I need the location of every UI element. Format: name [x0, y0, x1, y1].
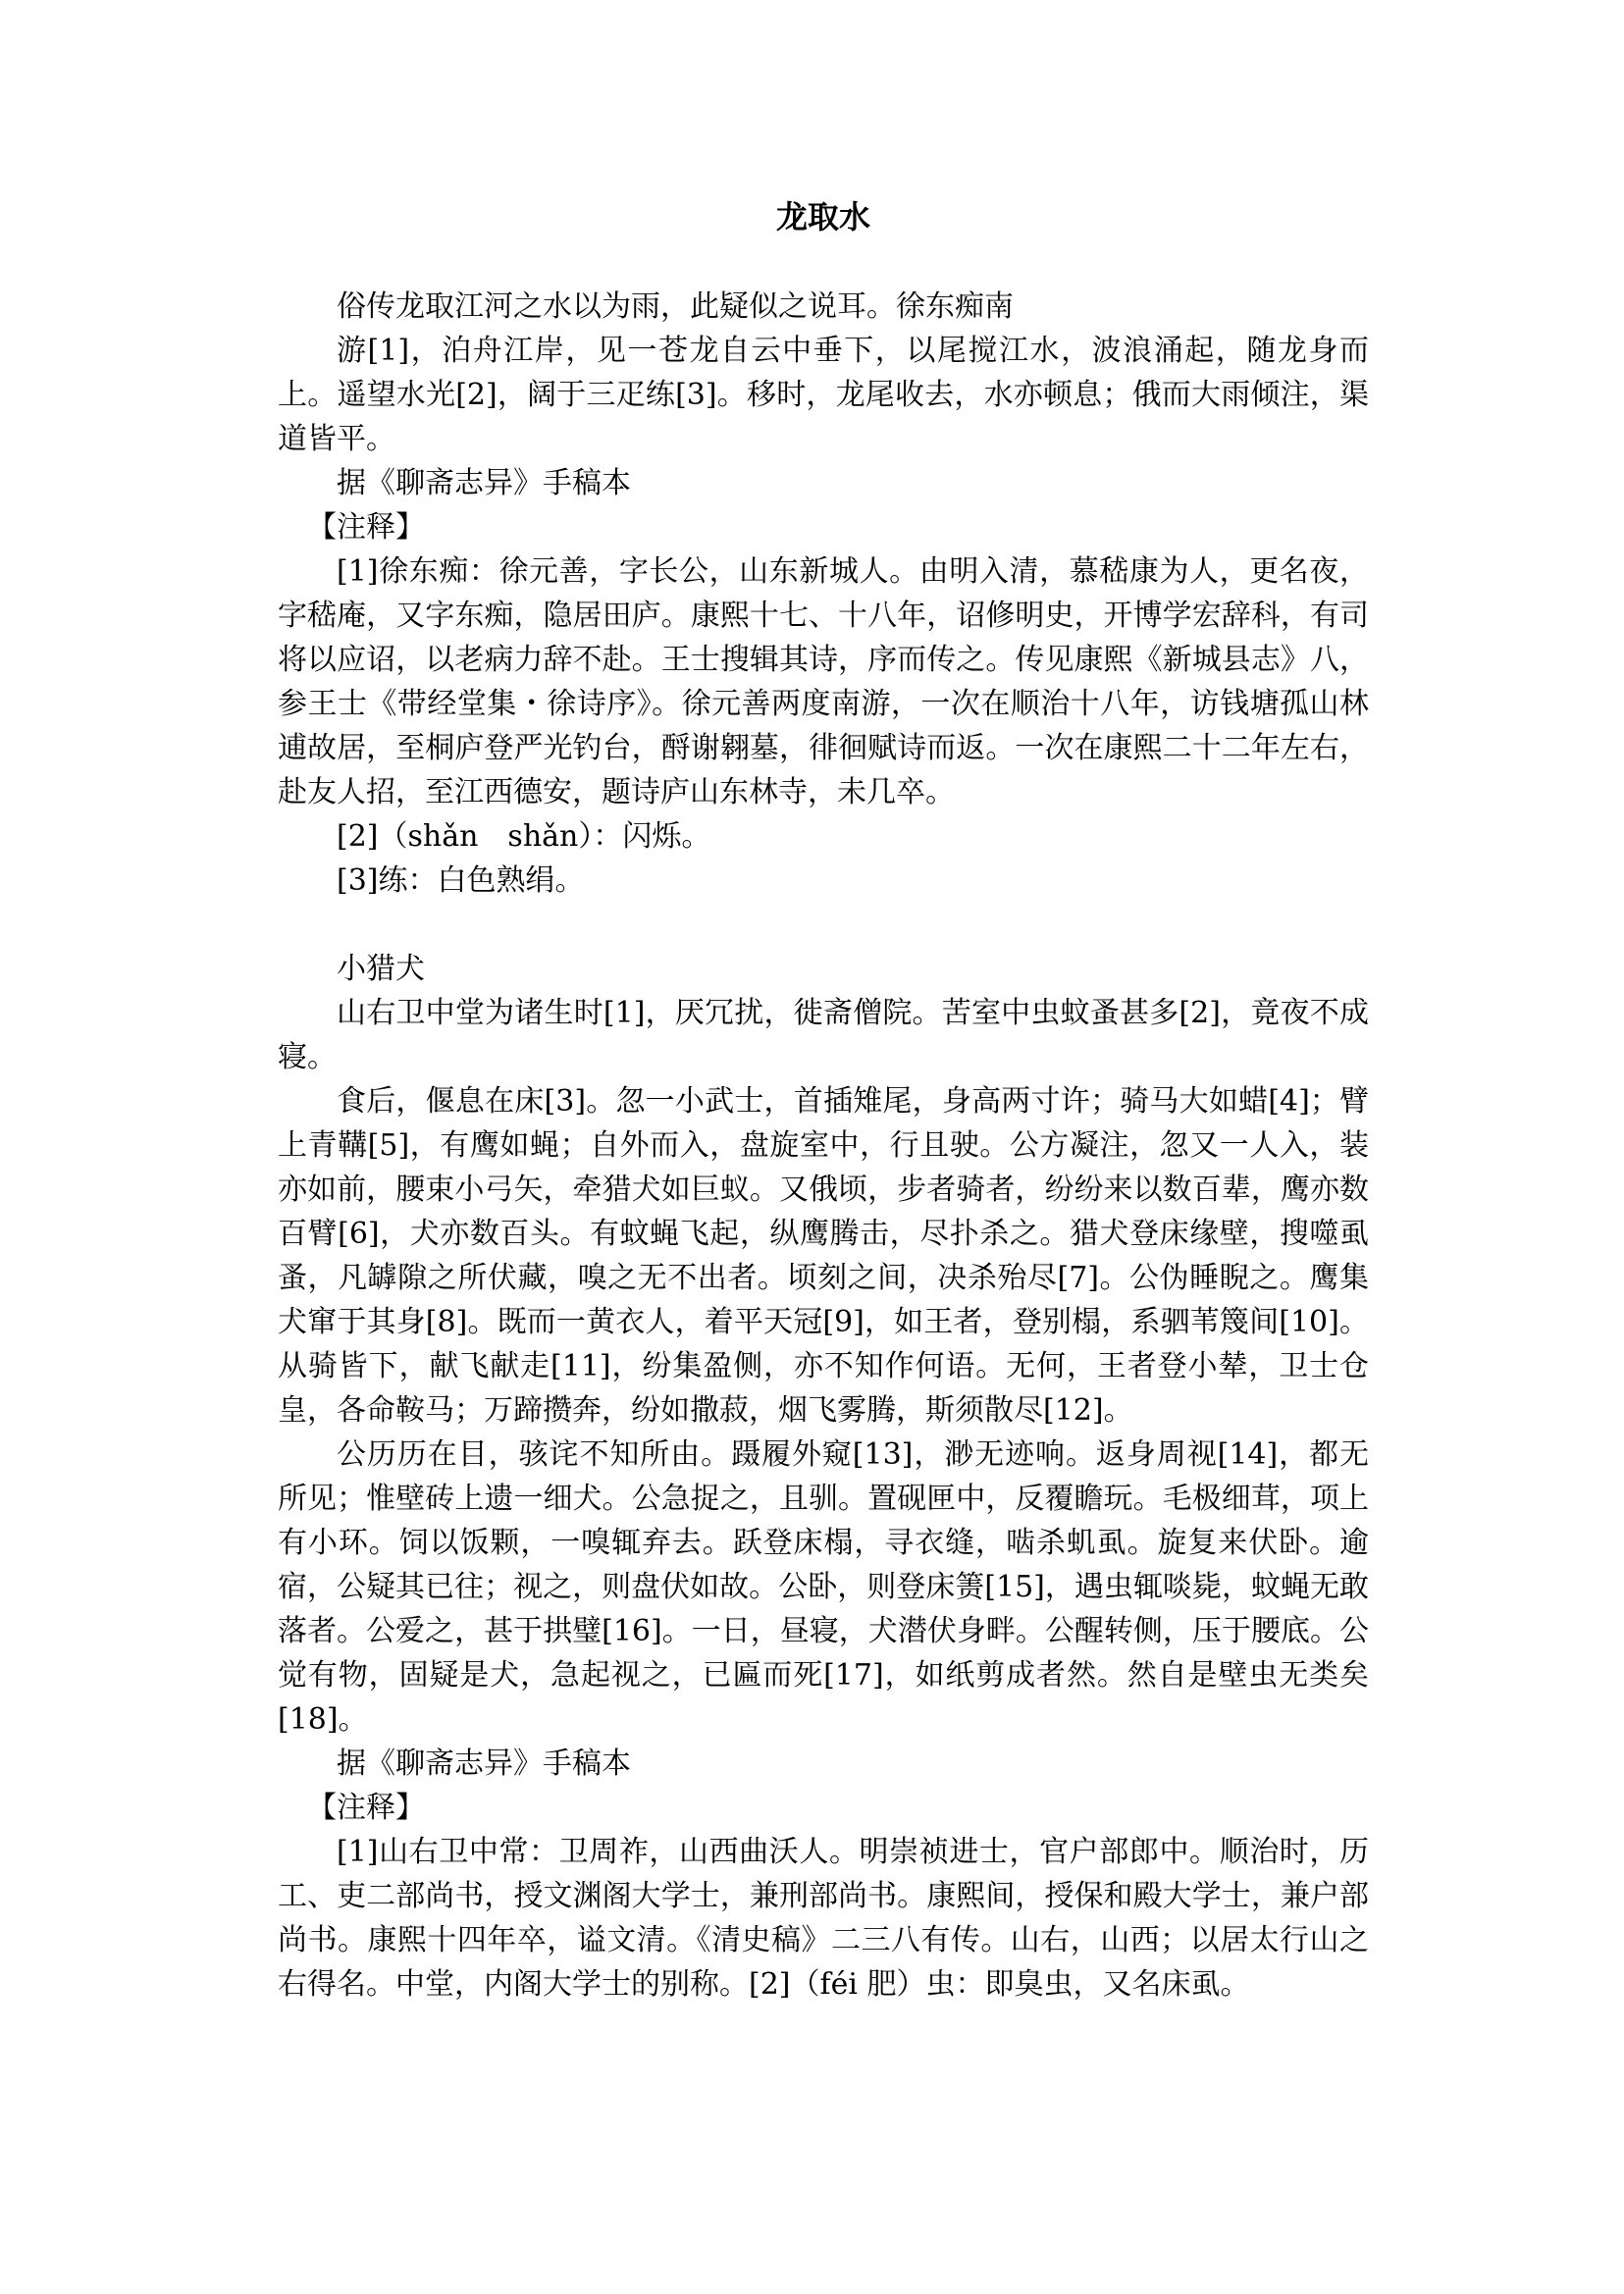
section1-source: 据《聊斋志异》手稿本 — [337, 466, 631, 500]
section1-note-1: [1]徐东痴：徐元善，字长公，山东新城人。由明入清，慕嵇康为人，更名夜，字嵇庵，又字东痴，隐居田庐。康熙十七、十八年，诏修明史，开博学宏辞科，有司将以应诏，以老病力辞不赴。王士搜辑其诗，序而传之。传见康熙《新城县志》八，参王士《带经堂集・徐诗序》。徐元善两度南游，一次在顺治十八年，访钱塘孤山林逋故居，至桐庐登严光钓台，酹谢翱墓，徘徊赋诗而返。一次在康熙二十二年左右，赴友人招，至江西德安，题诗庐山东林寺，未几卒。 — [278, 554, 1369, 809]
document-page — [278, 196, 1369, 2007]
section2-note-1: [1]山右卫中常：卫周祚，山西曲沃人。明崇祯进士，官户部郎中。顺治时，历工、吏二部尚书，授文渊阁大学士，兼刑部尚书。康熙间，授保和殿大学士，兼户部尚书。康熙十四年卒，谥文清。《清史稿》二三八有传。山右，山西；以居太行山之右得名。中堂，内阁大学士的别称。[2]（féi 肥）虫：即臭虫，又名床虱。 — [278, 1835, 1369, 2002]
section1-title: 龙取水 — [775, 198, 870, 235]
section2-title: 小猎犬 — [337, 952, 425, 986]
section1-note-2: [2]（shǎn shǎn）：闪烁。 — [337, 819, 711, 854]
section1-notes-heading: 【注释】 — [307, 510, 425, 545]
section2-notes-heading: 【注释】 — [307, 1791, 425, 1825]
section2-paragraph-2: 食后，偃息在床[3]。忽一小武士，首插雉尾，身高两寸许；骑马大如蜡[4]；臂上青鞲[5]，有鹰如蝇；自外而入，盘旋室中，行且驶。公方凝注，忽又一人入，装亦如前，腰束小弓矢，牵猎犬如巨蚁。又俄顷，步者骑者，纷纷来以数百辈，鹰亦数百臂[6]，犬亦数百头。有蚊蝇飞起，纵鹰腾击，尽扑杀之。猎犬登床缘壁，搜噬虱蚤，凡罅隙之所伏藏，嗅之无不出者。顷刻之间，决杀殆尽[7]。公伪睡睨之。鹰集犬窜于其身[8]。既而一黄衣人，着平天冠[9]，如王者，登别榻，系驷苇篾间[10]。从骑皆下，献飞献走[11]，纷集盈侧，亦不知作何语。无何，王者登小辇，卫士仓皇，各命鞍马；万蹄攒奔，纷如撒菽，烟飞雾腾，斯须散尽[12]。 — [278, 1084, 1369, 1428]
section2-paragraph-1: 山右卫中堂为诸生时[1]，厌冗扰，徙斋僧院。苦室中虫蚊蚤甚多[2]，竟夜不成寝。 — [278, 996, 1369, 1074]
section1-body-line1: 俗传龙取江河之水以为雨，此疑似之说耳。徐东痴南 — [337, 289, 1014, 324]
section2-paragraph-3: 公历历在目，骇诧不知所由。蹑履外窥[13]，渺无迹响。返身周视[14]，都无所见；惟壁砖上遗一细犬。公急捉之，且驯。置砚匣中，反覆瞻玩。毛极细茸，项上有小环。饲以饭颗，一嗅辄弃去。跃登床榻，寻衣缝，啮杀虮虱。旋复来伏卧。逾宿，公疑其已往；视之，则盘伏如故。公卧，则登床箦[15]，遇虫辄啖毙，蚊蝇无敢落者。公爱之，甚于拱璧[16]。一日，昼寝，犬潜伏身畔。公醒转侧，压于腰底。公觉有物，固疑是犬，急起视之，已匾而死[17]，如纸剪成者然。然自是壁虫无类矣[18]。 — [278, 1437, 1369, 1737]
section1-note-3: [3]练：白色熟绢。 — [337, 863, 585, 898]
section-gap — [278, 903, 1369, 947]
section1-body: 游[1]，泊舟江岸，见一苍龙自云中垂下，以尾搅江水，波浪涌起，随龙身而上。遥望水光[2]，阔于三疋练[3]。移时，龙尾收去，水亦顿息；俄而大雨倾注，渠道皆平。 — [278, 334, 1369, 456]
section2-source: 据《聊斋志异》手稿本 — [337, 1747, 631, 1781]
